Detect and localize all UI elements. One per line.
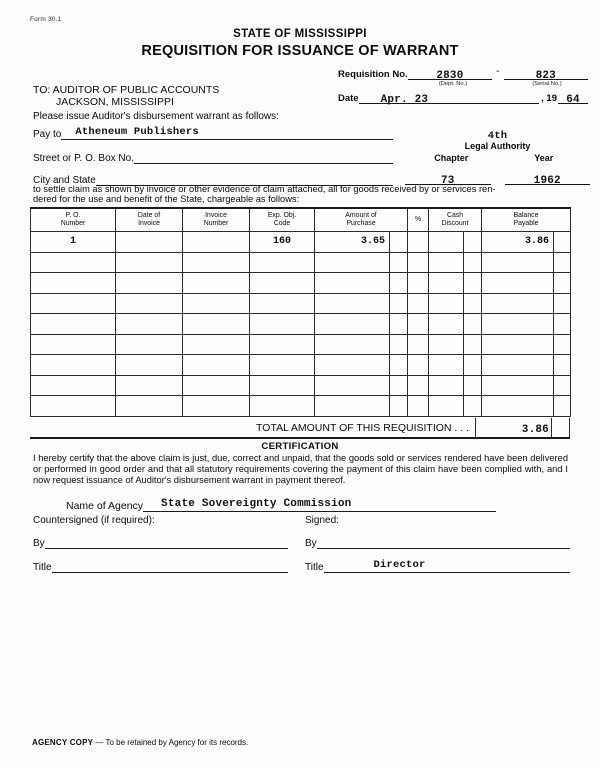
legal-authority-title: Legal Authority	[464, 141, 531, 151]
by-left-row	[33, 535, 288, 549]
cell-amount-dollars[interactable]	[315, 334, 390, 355]
title-right-value: Director	[373, 559, 426, 571]
cell-amount-cents[interactable]	[390, 396, 408, 417]
year-field[interactable]	[558, 90, 588, 104]
col-percent-l1: %	[414, 216, 422, 224]
table-header-row	[31, 208, 571, 232]
col-percent	[408, 208, 429, 232]
title-right-input[interactable]	[324, 559, 570, 573]
cell-discount-cents[interactable]	[464, 334, 482, 355]
requisition-table	[30, 207, 570, 417]
cell-balance-cents[interactable]	[554, 396, 571, 417]
cell-discount-cents[interactable]	[464, 232, 482, 253]
col-cash-l1: Cash	[446, 212, 464, 220]
footer-copy-type: AGENCY COPY	[32, 738, 94, 747]
dept-number-field[interactable]	[408, 66, 493, 80]
table-header	[31, 208, 571, 232]
cell-exp-obj-code-value: 160	[272, 236, 291, 248]
cell-po-number[interactable]	[31, 375, 116, 396]
footer-note	[32, 738, 248, 747]
cell-balance-dollars-value: 3.86	[525, 236, 550, 248]
col-date-of-invoice	[116, 208, 183, 232]
cell-discount-cents[interactable]	[464, 252, 482, 273]
cell-balance-cents[interactable]	[554, 355, 571, 376]
cell-exp-obj-code[interactable]	[250, 314, 315, 335]
cell-amount-cents[interactable]	[390, 314, 408, 335]
cell-po-number[interactable]	[31, 293, 116, 314]
cell-cash-discount[interactable]	[429, 375, 464, 396]
cell-po-number[interactable]	[31, 314, 116, 335]
cell-amount-cents[interactable]	[390, 334, 408, 355]
cell-amount-cents[interactable]	[390, 273, 408, 294]
cell-cash-discount[interactable]	[429, 396, 464, 417]
cell-percent[interactable]	[408, 252, 429, 273]
auditor-address-line-1: TO: AUDITOR OF PUBLIC ACCOUNTS	[33, 84, 220, 96]
auditor-address-line-2: JACKSON, MISSISSIPPI	[56, 96, 174, 108]
cell-discount-cents[interactable]	[464, 355, 482, 376]
table-row	[31, 396, 571, 417]
col-balance-l2: Payable	[513, 220, 539, 227]
date-row	[338, 90, 588, 104]
cell-cash-discount[interactable]	[429, 232, 464, 253]
table-body	[31, 232, 571, 417]
cell-invoice-number[interactable]	[183, 334, 250, 355]
date-value: Apr. 23	[380, 94, 429, 106]
certification-title: CERTIFICATION	[261, 441, 339, 452]
col-cash-discount	[429, 208, 482, 232]
cell-balance-cents[interactable]	[554, 314, 571, 335]
requisition-dash: -	[496, 66, 500, 77]
cell-balance-dollars[interactable]	[482, 252, 554, 273]
chapter-field[interactable]	[405, 170, 491, 185]
cell-invoice-number[interactable]	[183, 252, 250, 273]
cell-percent[interactable]	[408, 334, 429, 355]
pay-to-label: Pay to	[33, 129, 62, 140]
table-row	[31, 252, 571, 273]
by-right-input[interactable]	[317, 535, 570, 549]
dept-caption: (Dept. No.)	[438, 81, 468, 87]
col-amount-l2: Purchase	[346, 220, 376, 227]
cell-discount-cents[interactable]	[464, 314, 482, 335]
chapter-label: Chapter	[434, 153, 469, 163]
year-authority-value: 1962	[533, 175, 561, 187]
requisition-number-row	[338, 66, 588, 80]
pay-to-input[interactable]	[61, 126, 393, 140]
cell-balance-cents[interactable]	[554, 252, 571, 273]
requisition-number-block	[338, 66, 588, 87]
col-amount-l1: Amount of	[345, 212, 377, 220]
chapter-value: 73	[440, 175, 455, 187]
cell-po-number[interactable]	[31, 355, 116, 376]
by-right-label: By	[305, 538, 317, 549]
cell-amount-dollars[interactable]	[315, 273, 390, 294]
serial-caption: (Serial No.)	[532, 81, 562, 87]
cell-po-number[interactable]	[31, 252, 116, 273]
cell-po-number[interactable]	[31, 273, 116, 294]
cell-amount-dollars[interactable]	[315, 375, 390, 396]
cell-balance-dollars[interactable]	[482, 396, 554, 417]
year-label: Year	[534, 153, 554, 163]
col-exp-obj-code	[250, 208, 315, 232]
cell-po-number[interactable]	[31, 334, 116, 355]
serial-number-field[interactable]	[504, 66, 589, 80]
legal-authority-number: 4th	[487, 130, 508, 142]
settle-claim-text	[33, 184, 568, 205]
cell-po-number[interactable]	[31, 396, 116, 417]
title-left-input[interactable]	[52, 559, 288, 573]
cell-exp-obj-code[interactable]	[250, 293, 315, 314]
legal-authority-headers	[405, 153, 590, 163]
cell-amount-dollars[interactable]	[315, 252, 390, 273]
cell-balance-dollars[interactable]	[482, 232, 554, 253]
cell-cash-discount[interactable]	[429, 273, 464, 294]
countersigned-label: Countersigned (if required):	[33, 515, 155, 526]
total-label: TOTAL AMOUNT OF THIS REQUISITION . . .	[256, 421, 469, 434]
cell-po-number[interactable]	[31, 232, 116, 253]
cell-balance-cents[interactable]	[554, 375, 571, 396]
col-date-l1: Date of	[137, 212, 161, 220]
total-underline	[30, 437, 570, 439]
cell-cash-discount[interactable]	[429, 355, 464, 376]
year-authority-field[interactable]	[505, 170, 591, 185]
table-row	[31, 314, 571, 335]
cell-amount-dollars[interactable]	[315, 314, 390, 335]
col-balance-payable	[482, 208, 571, 232]
cell-po-number-value: 1	[69, 236, 76, 248]
cell-percent[interactable]	[408, 314, 429, 335]
street-row	[33, 150, 393, 164]
city-state-label: City and State	[33, 175, 96, 186]
signed-label: Signed:	[305, 515, 339, 526]
cell-percent[interactable]	[408, 375, 429, 396]
agency-name-label: Name of Agency	[66, 500, 144, 512]
total-value-cell[interactable]	[475, 418, 570, 437]
cell-date-of-invoice[interactable]	[116, 375, 183, 396]
cell-discount-cents[interactable]	[464, 396, 482, 417]
cell-amount-cents[interactable]	[390, 355, 408, 376]
footer-copy-desc: — To be retained by Agency for its records.	[93, 738, 249, 747]
form-number: Form 30.1	[30, 16, 62, 23]
cell-percent[interactable]	[408, 293, 429, 314]
col-po-number-l1: P. O.	[65, 212, 81, 220]
cell-balance-dollars[interactable]	[482, 355, 554, 376]
cell-date-of-invoice[interactable]	[116, 334, 183, 355]
cell-exp-obj-code[interactable]	[250, 396, 315, 417]
table-row	[31, 334, 571, 355]
cell-exp-obj-code[interactable]	[250, 375, 315, 396]
cell-invoice-number[interactable]	[183, 355, 250, 376]
line-items-table	[30, 207, 571, 417]
table-row	[31, 375, 571, 396]
cell-balance-dollars[interactable]	[482, 375, 554, 396]
by-left-input[interactable]	[45, 535, 288, 549]
street-input[interactable]	[134, 150, 393, 164]
cell-date-of-invoice[interactable]	[116, 314, 183, 335]
cell-cash-discount[interactable]	[429, 293, 464, 314]
legal-authority-values	[405, 170, 590, 185]
col-exp-l2: Code	[273, 220, 291, 227]
settle-claim-line-2: dered for the use and benefit of the State, chargeable as follows:	[33, 194, 300, 205]
title-right-row	[305, 559, 570, 573]
cell-amount-dollars[interactable]	[315, 232, 390, 253]
cell-balance-dollars[interactable]	[482, 293, 554, 314]
cell-exp-obj-code[interactable]	[250, 273, 315, 294]
cell-balance-dollars[interactable]	[482, 273, 554, 294]
pay-to-value: Atheneum Publishers	[75, 126, 199, 138]
cell-percent[interactable]	[408, 273, 429, 294]
col-po-number	[31, 208, 116, 232]
cell-invoice-number[interactable]	[183, 396, 250, 417]
col-po-number-l2: Number	[60, 220, 86, 227]
title-right-label: Title	[305, 562, 324, 573]
col-amount-of-purchase	[315, 208, 408, 232]
date-field[interactable]	[359, 90, 540, 104]
cell-amount-dollars[interactable]	[315, 293, 390, 314]
cell-invoice-number[interactable]	[183, 293, 250, 314]
cell-invoice-number[interactable]	[183, 375, 250, 396]
agency-name-row	[66, 498, 496, 512]
date-label: Date	[338, 93, 359, 104]
cell-amount-dollars[interactable]	[315, 396, 390, 417]
cell-amount-cents[interactable]	[390, 293, 408, 314]
col-cash-l2: Discount	[441, 220, 469, 227]
agency-name-value: State Sovereignty Commission	[161, 498, 352, 510]
total-value: 3.86	[521, 424, 549, 436]
cell-discount-cents[interactable]	[464, 293, 482, 314]
cell-amount-cents[interactable]	[390, 252, 408, 273]
cell-date-of-invoice[interactable]	[116, 252, 183, 273]
by-right-row	[305, 535, 570, 549]
cell-discount-cents[interactable]	[464, 273, 482, 294]
cell-discount-cents[interactable]	[464, 375, 482, 396]
cell-percent[interactable]	[408, 232, 429, 253]
legal-authority-block	[405, 130, 590, 163]
cell-date-of-invoice[interactable]	[116, 396, 183, 417]
title-left-row	[33, 559, 288, 573]
street-label: Street or P. O. Box No.	[33, 153, 134, 164]
instruction-text: Please issue Auditor's disbursement warrant as follows:	[33, 111, 279, 122]
cell-exp-obj-code[interactable]	[250, 232, 315, 253]
certification-body: I hereby certify that the above claim is just, due, correct and unpaid, that the goods sold or services rendered have been delivered or performed in good order and that all statutory requirements covering the payment of this claim have been complied with, and I now request issuance of Auditor's disbursement warrant in payment thereof.	[33, 453, 568, 486]
cell-percent[interactable]	[408, 396, 429, 417]
requisition-label: Requisition No.	[338, 69, 408, 80]
col-invoice-number	[183, 208, 250, 232]
cell-balance-cents[interactable]	[554, 232, 571, 253]
total-row	[30, 418, 570, 437]
pay-to-row	[33, 126, 393, 140]
title-left-label: Title	[33, 562, 52, 573]
cell-balance-cents[interactable]	[554, 273, 571, 294]
cell-exp-obj-code[interactable]	[250, 252, 315, 273]
cell-balance-dollars[interactable]	[482, 334, 554, 355]
col-balance-l1: Balance	[513, 212, 539, 220]
table-row	[31, 293, 571, 314]
cell-date-of-invoice[interactable]	[116, 355, 183, 376]
cell-cash-discount[interactable]	[429, 314, 464, 335]
col-exp-l1: Exp. Obj.	[267, 212, 297, 220]
state-title: STATE OF MISSISSIPPI	[233, 28, 367, 40]
table-row	[31, 232, 571, 253]
cell-percent[interactable]	[408, 355, 429, 376]
table-row	[31, 273, 571, 294]
cell-date-of-invoice[interactable]	[116, 293, 183, 314]
serial-number-value: 823	[535, 70, 556, 82]
settle-claim-line-1: to settle claim as shown by invoice or other evidence of claim attached, all for goods received by or services ren-	[33, 184, 496, 194]
col-invoice-l2: Number	[203, 220, 229, 227]
cell-balance-dollars[interactable]	[482, 314, 554, 335]
cell-exp-obj-code[interactable]	[250, 355, 315, 376]
cell-amount-cents[interactable]	[390, 232, 408, 253]
total-cents-divider	[551, 418, 552, 437]
cell-amount-cents[interactable]	[390, 375, 408, 396]
col-date-l2: Invoice	[138, 220, 160, 227]
cell-date-of-invoice[interactable]	[116, 273, 183, 294]
cell-invoice-number[interactable]	[183, 273, 250, 294]
cell-exp-obj-code[interactable]	[250, 334, 315, 355]
document-title: REQUISITION FOR ISSUANCE OF WARRANT	[141, 43, 459, 59]
by-left-label: By	[33, 538, 45, 549]
cell-amount-dollars-value: 3.65	[360, 236, 385, 248]
table-row	[31, 355, 571, 376]
year-value: 64	[566, 94, 580, 106]
cell-cash-discount[interactable]	[429, 334, 464, 355]
cell-balance-cents[interactable]	[554, 293, 571, 314]
cell-cash-discount[interactable]	[429, 252, 464, 273]
agency-name-input[interactable]	[143, 498, 496, 512]
dept-number-value: 2830	[436, 70, 464, 82]
cell-invoice-number[interactable]	[183, 232, 250, 253]
cell-date-of-invoice[interactable]	[116, 232, 183, 253]
cell-amount-dollars[interactable]	[315, 355, 390, 376]
cell-balance-cents[interactable]	[554, 334, 571, 355]
cell-invoice-number[interactable]	[183, 314, 250, 335]
col-invoice-l1: Invoice	[205, 212, 227, 220]
year-prefix: , 19	[541, 93, 557, 104]
